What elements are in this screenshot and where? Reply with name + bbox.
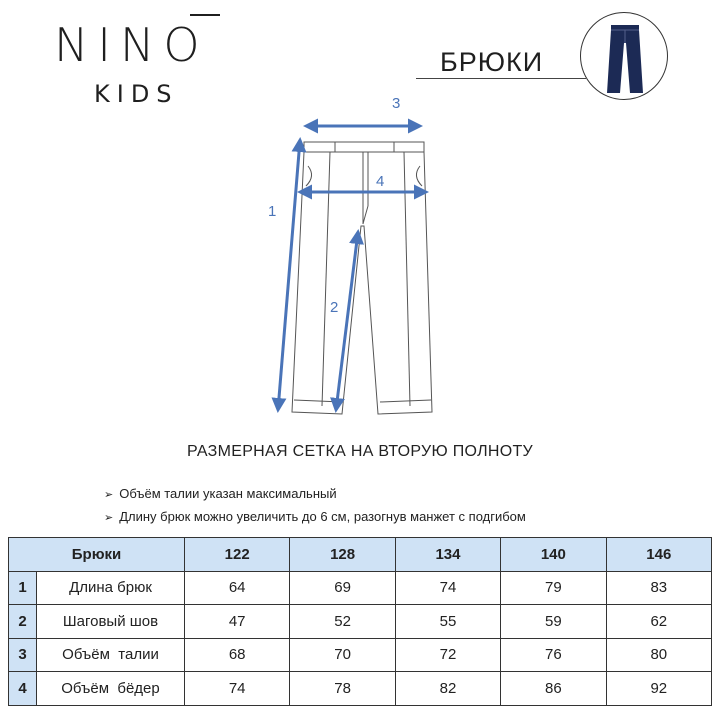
table-cell: 80 xyxy=(606,638,711,672)
table-header-row xyxy=(9,538,712,572)
table-cell: 74 xyxy=(185,672,290,706)
table-cell: 52 xyxy=(290,605,395,639)
header-size: 134 xyxy=(395,538,500,572)
header-size: 140 xyxy=(501,538,606,572)
title-divider xyxy=(416,78,586,79)
size-table xyxy=(8,537,712,706)
header-size: 146 xyxy=(606,538,711,572)
table-cell: 83 xyxy=(606,571,711,605)
measure-line-2 xyxy=(336,232,358,410)
table-cell: 92 xyxy=(606,672,711,706)
row-number: 2 xyxy=(9,605,37,639)
brand-logo-overline xyxy=(190,14,220,16)
header-size: 122 xyxy=(185,538,290,572)
measure-label-1: 1 xyxy=(268,203,277,220)
row-number: 1 xyxy=(9,571,37,605)
row-number: 4 xyxy=(9,672,37,706)
table-row xyxy=(9,638,712,672)
header-product: Брюки xyxy=(9,538,185,572)
table-cell: 55 xyxy=(395,605,500,639)
row-label: Шаговый шов xyxy=(37,605,185,639)
table-row xyxy=(9,605,712,639)
table-cell: 74 xyxy=(395,571,500,605)
note-item xyxy=(104,506,526,529)
header-size: 128 xyxy=(290,538,395,572)
table-cell: 47 xyxy=(185,605,290,639)
table-cell: 86 xyxy=(501,672,606,706)
brand-name: NINO xyxy=(54,18,209,72)
note-text: Объём талии указан максимальный xyxy=(119,486,337,501)
brand-subtitle: KIDS xyxy=(94,80,179,108)
note-item xyxy=(104,483,526,506)
row-label: Длина брюк xyxy=(37,571,185,605)
measure-label-4: 4 xyxy=(376,173,385,190)
table-cell: 64 xyxy=(185,571,290,605)
measure-line-1 xyxy=(278,140,300,410)
bullet-arrow-icon: ➢ xyxy=(104,489,114,501)
size-chart-title: РАЗМЕРНАЯ СЕТКА НА ВТОРУЮ ПОЛНОТУ xyxy=(186,443,534,460)
product-title: БРЮКИ xyxy=(440,47,544,77)
notes-list xyxy=(104,483,526,529)
trousers-icon xyxy=(580,12,668,100)
table-cell: 62 xyxy=(606,605,711,639)
table-cell: 72 xyxy=(395,638,500,672)
row-label: Объём бёдер xyxy=(37,672,185,706)
table-cell: 68 xyxy=(185,638,290,672)
table-row xyxy=(9,672,712,706)
bullet-arrow-icon: ➢ xyxy=(104,512,114,524)
table-row xyxy=(9,571,712,605)
table-cell: 79 xyxy=(501,571,606,605)
row-number: 3 xyxy=(9,638,37,672)
table-cell: 69 xyxy=(290,571,395,605)
table-cell: 70 xyxy=(290,638,395,672)
note-text: Длину брюк можно увеличить до 6 см, разогнув манжет с подгибом xyxy=(119,509,526,524)
row-label: Объём талии xyxy=(37,638,185,672)
measure-label-2: 2 xyxy=(330,299,339,316)
table-cell: 59 xyxy=(501,605,606,639)
table-cell: 82 xyxy=(395,672,500,706)
trousers-diagram xyxy=(260,86,460,426)
table-cell: 76 xyxy=(501,638,606,672)
measure-label-3: 3 xyxy=(392,95,401,112)
table-cell: 78 xyxy=(290,672,395,706)
